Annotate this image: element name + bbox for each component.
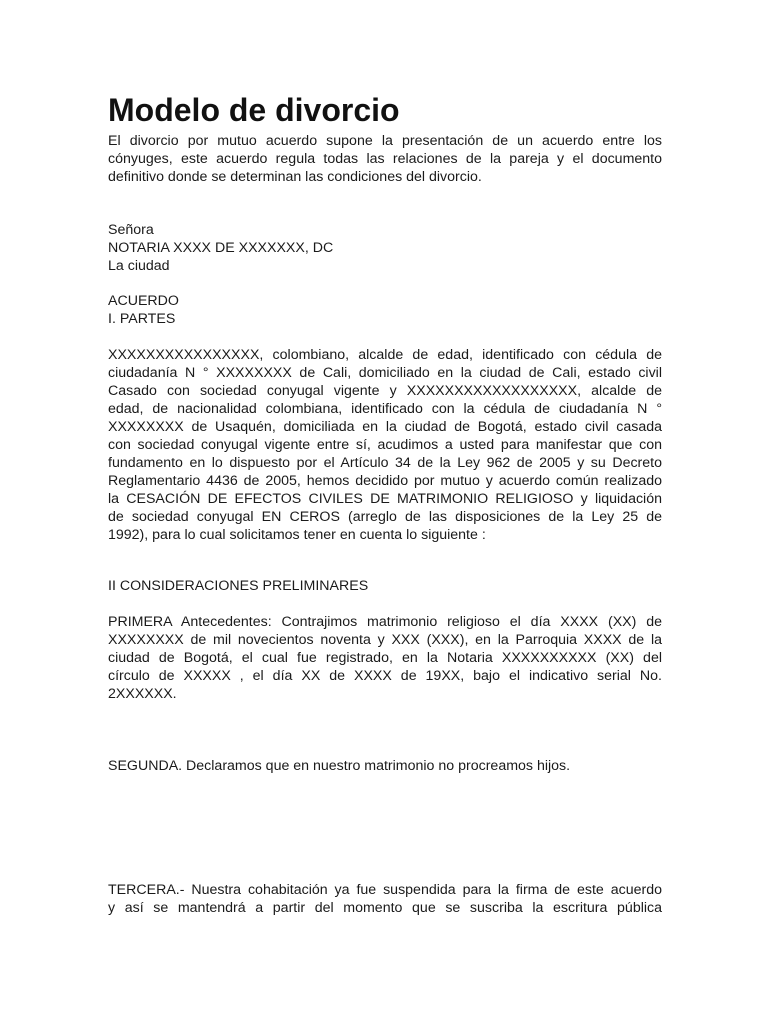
tercera-paragraph xyxy=(108,881,662,917)
heading-partes: I. PARTES xyxy=(108,311,176,327)
segunda-paragraph xyxy=(108,757,662,775)
primera-line: ciudad de Bogotá, el cual fue registrado, en la Notaria XXXXXXXXXX (XX) del xyxy=(108,650,662,666)
tercera-line: TERCERA.- Nuestra cohabitación ya fue suspendida para la firma de este acuerdo xyxy=(108,882,662,898)
heading-acuerdo: ACUERDO xyxy=(108,293,179,309)
partes-line: fundamento en lo dispuesto por el Artículo 34 de la Ley 962 de 2005 y su Decreto xyxy=(108,455,662,471)
partes-line: la CESACIÓN DE EFECTOS CIVILES DE MATRIMONIO RELIGIOSO y liquidación xyxy=(108,491,662,507)
tercera-line: y así se mantendrá a partir del momento que se suscriba la escritura pública xyxy=(108,900,662,916)
heading-consideraciones-text: II CONSIDERACIONES PRELIMINARES xyxy=(108,578,369,594)
city: La ciudad xyxy=(108,258,170,274)
segunda-line: SEGUNDA. Declaramos que en nuestro matrimonio no procreamos hijos. xyxy=(108,758,571,774)
partes-line: XXXXXXXX de Usaquén, domiciliada en la ciudad de Bogotá, estado civil casada xyxy=(108,419,662,435)
notary-office: NOTARIA XXXX DE XXXXXXX, DC xyxy=(108,240,334,256)
primera-line: XXXXXXXX de mil novecientos noventa y XXX (XXX), en la Parroquia XXXX de la xyxy=(108,632,662,648)
partes-line: ciudadanía N ° XXXXXXXX de Cali, domiciliado en la ciudad de Cali, estado civil xyxy=(108,365,662,381)
partes-line: de sociedad conyugal EN CEROS (arreglo de las disposiciones de la Ley 25 de xyxy=(108,509,662,525)
intro-line: definitivo donde se determinan las condiciones del divorcio. xyxy=(108,169,482,185)
heading-consideraciones xyxy=(108,577,662,595)
partes-line: edad, de nacionalidad colombiana, identificado con la cédula de ciudadanía N ° xyxy=(108,401,662,417)
agreement-heading-block xyxy=(108,292,662,328)
primera-line: PRIMERA Antecedentes: Contrajimos matrimonio religioso el día XXXX (XX) de xyxy=(108,614,662,630)
partes-paragraph xyxy=(108,346,662,544)
partes-line: 1992), para lo cual solicitamos tener en cuenta lo siguiente : xyxy=(108,527,486,543)
document-title: Modelo de divorcio xyxy=(108,92,400,128)
intro-line: cónyuges, este acuerdo regula todas las relaciones de la pareja y el documento xyxy=(108,151,662,167)
primera-line: 2XXXXXX. xyxy=(108,686,177,702)
partes-line: Casado con sociedad conyugal vigente y XXXXXXXXXXXXXXXXXX, alcalde de xyxy=(108,383,662,399)
partes-line: XXXXXXXXXXXXXXXX, colombiano, alcalde de edad, identificado con cédula de xyxy=(108,347,662,363)
salutation: Señora xyxy=(108,222,154,238)
partes-line: con sociedad conyugal vigente entre sí, acudimos a usted para manifestar que con xyxy=(108,437,662,453)
intro-paragraph xyxy=(108,132,662,186)
partes-line: Reglamentario 4436 de 2005, hemos decidido por mutuo y acuerdo común realizado xyxy=(108,473,662,489)
primera-line: círculo de XXXXX , el día XX de XXXX de 19XX, bajo el indicativo serial No. xyxy=(108,668,662,684)
intro-line: El divorcio por mutuo acuerdo supone la presentación de un acuerdo entre los xyxy=(108,133,662,149)
primera-paragraph xyxy=(108,613,662,703)
address-block xyxy=(108,221,662,275)
